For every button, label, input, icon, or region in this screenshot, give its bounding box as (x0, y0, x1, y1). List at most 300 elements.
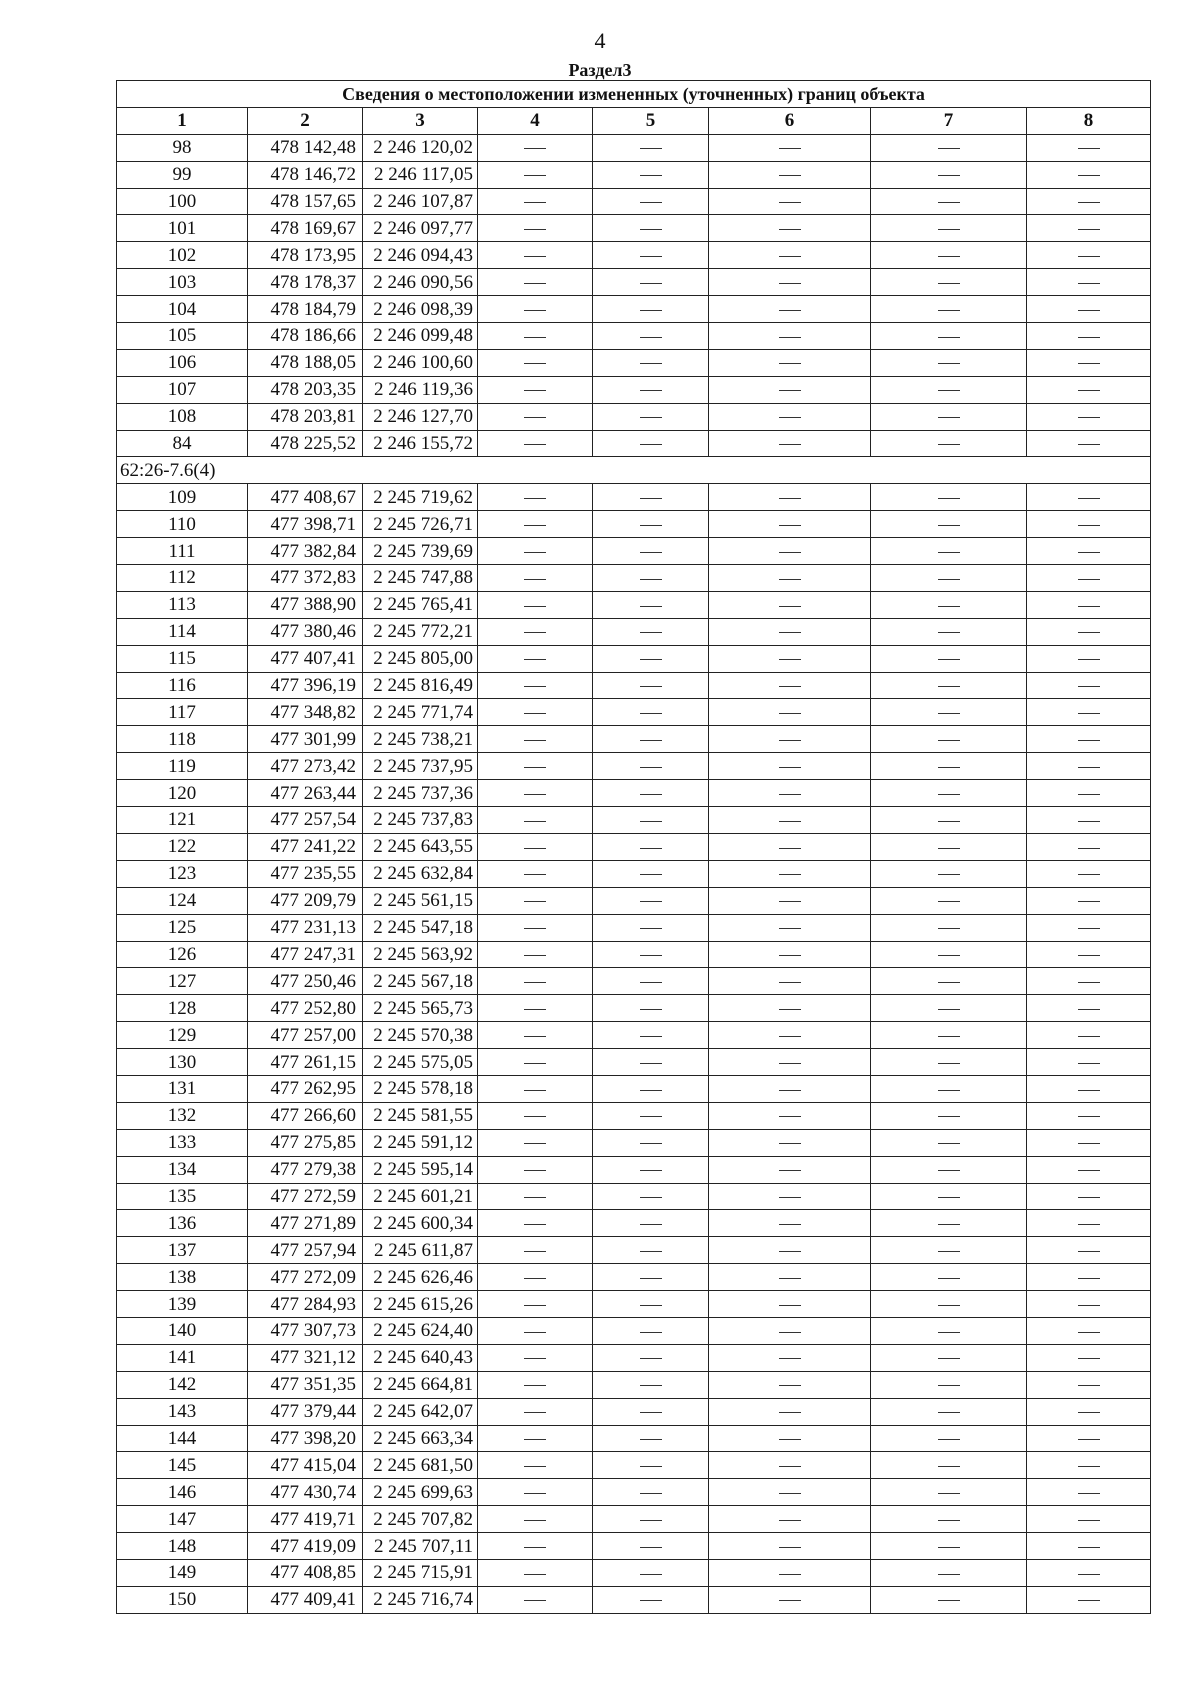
dash-mark (524, 175, 546, 176)
dash-mark (524, 1385, 546, 1386)
y-coordinate-cell: 2 245 565,73 (363, 995, 478, 1022)
table-row (117, 726, 1151, 753)
dash-mark (1078, 1493, 1100, 1494)
table-caption: Сведения о местоположении измененных (уточненных) границ объекта (117, 81, 1151, 108)
empty-value-cell (593, 188, 709, 215)
empty-value-cell (1027, 645, 1151, 672)
empty-value-cell (1027, 349, 1151, 376)
empty-value-cell (478, 134, 593, 161)
empty-value-cell (1027, 860, 1151, 887)
y-coordinate-cell: 2 245 707,11 (363, 1533, 478, 1560)
dash-mark (640, 552, 662, 553)
dash-mark (938, 1332, 960, 1333)
empty-value-cell (871, 1049, 1027, 1076)
table-row (117, 511, 1151, 538)
y-coordinate-cell: 2 246 094,43 (363, 242, 478, 269)
dash-mark (779, 794, 801, 795)
x-coordinate-cell: 477 279,38 (248, 1156, 363, 1183)
empty-value-cell (593, 538, 709, 565)
dash-mark (938, 1278, 960, 1279)
point-number-cell: 117 (117, 699, 248, 726)
point-number-cell: 135 (117, 1183, 248, 1210)
dash-mark (640, 1251, 662, 1252)
empty-value-cell (871, 1210, 1027, 1237)
x-coordinate-cell: 477 257,54 (248, 807, 363, 834)
empty-value-cell (1027, 1129, 1151, 1156)
empty-value-cell (1027, 323, 1151, 350)
empty-value-cell (593, 1317, 709, 1344)
empty-value-cell (1027, 296, 1151, 323)
empty-value-cell (1027, 995, 1151, 1022)
dash-mark (524, 202, 546, 203)
point-number-cell: 143 (117, 1398, 248, 1425)
dash-mark (1078, 1358, 1100, 1359)
point-number-cell: 127 (117, 968, 248, 995)
dash-mark (938, 1385, 960, 1386)
x-coordinate-cell: 478 203,35 (248, 376, 363, 403)
empty-value-cell (709, 1210, 871, 1237)
empty-value-cell (709, 618, 871, 645)
empty-value-cell (709, 565, 871, 592)
dash-mark (1078, 552, 1100, 553)
x-coordinate-cell: 478 169,67 (248, 215, 363, 242)
empty-value-cell (1027, 1371, 1151, 1398)
empty-value-cell (709, 1371, 871, 1398)
x-coordinate-cell: 477 231,13 (248, 914, 363, 941)
empty-value-cell (478, 860, 593, 887)
empty-value-cell (478, 511, 593, 538)
empty-value-cell (1027, 699, 1151, 726)
y-coordinate-cell: 2 246 107,87 (363, 188, 478, 215)
table-row (117, 753, 1151, 780)
x-coordinate-cell: 478 188,05 (248, 349, 363, 376)
y-coordinate-cell: 2 246 100,60 (363, 349, 478, 376)
table-row (117, 1049, 1151, 1076)
point-number-cell: 121 (117, 807, 248, 834)
table-row (117, 860, 1151, 887)
empty-value-cell (871, 1156, 1027, 1183)
dash-mark (938, 1493, 960, 1494)
dash-mark (938, 444, 960, 445)
empty-value-cell (709, 1317, 871, 1344)
empty-value-cell (593, 699, 709, 726)
empty-value-cell (593, 269, 709, 296)
x-coordinate-cell: 477 301,99 (248, 726, 363, 753)
point-number-cell: 126 (117, 941, 248, 968)
dash-mark (938, 1574, 960, 1575)
point-number-cell: 131 (117, 1075, 248, 1102)
x-coordinate-cell: 477 419,71 (248, 1506, 363, 1533)
empty-value-cell (871, 1533, 1027, 1560)
table-row (117, 1022, 1151, 1049)
empty-value-cell (709, 349, 871, 376)
dash-mark (640, 713, 662, 714)
empty-value-cell (478, 296, 593, 323)
dash-mark (640, 982, 662, 983)
dash-mark (779, 498, 801, 499)
y-coordinate-cell: 2 246 120,02 (363, 134, 478, 161)
dash-mark (779, 821, 801, 822)
point-number-cell: 137 (117, 1237, 248, 1264)
empty-value-cell (709, 591, 871, 618)
empty-value-cell (593, 753, 709, 780)
empty-value-cell (709, 860, 871, 887)
empty-value-cell (709, 1479, 871, 1506)
table-caption-row (117, 81, 1151, 108)
empty-value-cell (593, 511, 709, 538)
dash-mark (524, 1063, 546, 1064)
empty-value-cell (871, 672, 1027, 699)
dash-mark (779, 901, 801, 902)
y-coordinate-cell: 2 246 098,39 (363, 296, 478, 323)
dash-mark (640, 955, 662, 956)
table-row (117, 215, 1151, 242)
empty-value-cell (1027, 565, 1151, 592)
empty-value-cell (478, 1425, 593, 1452)
y-coordinate-cell: 2 246 090,56 (363, 269, 478, 296)
dash-mark (779, 1305, 801, 1306)
dash-mark (779, 1251, 801, 1252)
empty-value-cell (709, 1398, 871, 1425)
table-row (117, 188, 1151, 215)
dash-mark (640, 632, 662, 633)
empty-value-cell (478, 941, 593, 968)
x-coordinate-cell: 478 157,65 (248, 188, 363, 215)
table-row (117, 1586, 1151, 1613)
point-number-cell: 136 (117, 1210, 248, 1237)
table-row (117, 1102, 1151, 1129)
dash-mark (524, 1412, 546, 1413)
table-row (117, 1237, 1151, 1264)
dash-mark (779, 417, 801, 418)
empty-value-cell (593, 161, 709, 188)
empty-value-cell (709, 161, 871, 188)
empty-value-cell (593, 1506, 709, 1533)
empty-value-cell (871, 807, 1027, 834)
dash-mark (1078, 659, 1100, 660)
empty-value-cell (871, 403, 1027, 430)
point-number-cell: 118 (117, 726, 248, 753)
empty-value-cell (478, 1344, 593, 1371)
dash-mark (640, 310, 662, 311)
dash-mark (779, 363, 801, 364)
empty-value-cell (871, 618, 1027, 645)
empty-value-cell (593, 1049, 709, 1076)
x-coordinate-cell: 477 398,20 (248, 1425, 363, 1452)
empty-value-cell (593, 1022, 709, 1049)
dash-mark (1078, 1466, 1100, 1467)
dash-mark (640, 1600, 662, 1601)
empty-value-cell (871, 1586, 1027, 1613)
x-coordinate-cell: 478 184,79 (248, 296, 363, 323)
empty-value-cell (478, 538, 593, 565)
empty-value-cell (871, 645, 1027, 672)
empty-value-cell (478, 726, 593, 753)
page-number: 4 (594, 28, 606, 53)
empty-value-cell (1027, 376, 1151, 403)
x-coordinate-cell: 477 380,46 (248, 618, 363, 645)
dash-mark (1078, 1332, 1100, 1333)
empty-value-cell (1027, 188, 1151, 215)
table-row (117, 430, 1151, 457)
dash-mark (524, 229, 546, 230)
dash-mark (524, 928, 546, 929)
dash-mark (640, 1224, 662, 1225)
dash-mark (524, 982, 546, 983)
y-coordinate-cell: 2 246 117,05 (363, 161, 478, 188)
y-coordinate-cell: 2 245 640,43 (363, 1344, 478, 1371)
x-coordinate-cell: 478 146,72 (248, 161, 363, 188)
empty-value-cell (1027, 484, 1151, 511)
dash-mark (640, 1170, 662, 1171)
dash-mark (1078, 632, 1100, 633)
dash-mark (640, 901, 662, 902)
dash-mark (524, 1009, 546, 1010)
dash-mark (938, 1520, 960, 1521)
empty-value-cell (709, 376, 871, 403)
empty-value-cell (871, 914, 1027, 941)
y-coordinate-cell: 2 245 578,18 (363, 1075, 478, 1102)
dash-mark (524, 390, 546, 391)
empty-value-cell (709, 645, 871, 672)
empty-value-cell (709, 1049, 871, 1076)
x-coordinate-cell: 477 235,55 (248, 860, 363, 887)
x-coordinate-cell: 477 407,41 (248, 645, 363, 672)
dash-mark (779, 148, 801, 149)
dash-mark (524, 417, 546, 418)
empty-value-cell (709, 968, 871, 995)
x-coordinate-cell: 477 266,60 (248, 1102, 363, 1129)
empty-value-cell (478, 1452, 593, 1479)
empty-value-cell (478, 376, 593, 403)
empty-value-cell (478, 780, 593, 807)
empty-value-cell (593, 1371, 709, 1398)
table-row (117, 1075, 1151, 1102)
empty-value-cell (1027, 511, 1151, 538)
dash-mark (524, 1547, 546, 1548)
y-coordinate-cell: 2 245 719,62 (363, 484, 478, 511)
dash-mark (1078, 767, 1100, 768)
dash-mark (524, 848, 546, 849)
empty-value-cell (709, 296, 871, 323)
dash-mark (938, 256, 960, 257)
empty-value-cell (478, 1156, 593, 1183)
dash-mark (1078, 901, 1100, 902)
empty-value-cell (709, 1452, 871, 1479)
table-row (117, 161, 1151, 188)
empty-value-cell (593, 134, 709, 161)
dash-mark (1078, 390, 1100, 391)
point-number-cell: 104 (117, 296, 248, 323)
dash-mark (779, 202, 801, 203)
y-coordinate-cell: 2 245 624,40 (363, 1317, 478, 1344)
table-row (117, 1425, 1151, 1452)
dash-mark (779, 1063, 801, 1064)
dash-mark (640, 498, 662, 499)
table-row (117, 242, 1151, 269)
empty-value-cell (1027, 780, 1151, 807)
dash-mark (779, 552, 801, 553)
empty-value-cell (593, 1075, 709, 1102)
empty-value-cell (871, 134, 1027, 161)
empty-value-cell (871, 1506, 1027, 1533)
empty-value-cell (593, 1237, 709, 1264)
dash-mark (1078, 821, 1100, 822)
point-number-cell: 138 (117, 1264, 248, 1291)
dash-mark (779, 1547, 801, 1548)
empty-value-cell (1027, 1317, 1151, 1344)
y-coordinate-cell: 2 245 737,95 (363, 753, 478, 780)
dash-mark (640, 821, 662, 822)
table-row (117, 780, 1151, 807)
empty-value-cell (593, 807, 709, 834)
dash-mark (640, 1547, 662, 1548)
empty-value-cell (593, 887, 709, 914)
dash-mark (524, 1358, 546, 1359)
dash-mark (640, 1574, 662, 1575)
empty-value-cell (871, 968, 1027, 995)
empty-value-cell (593, 1264, 709, 1291)
dash-mark (1078, 1063, 1100, 1064)
empty-value-cell (871, 323, 1027, 350)
dash-mark (640, 525, 662, 526)
point-number-cell: 113 (117, 591, 248, 618)
point-number-cell: 103 (117, 269, 248, 296)
empty-value-cell (1027, 403, 1151, 430)
dash-mark (640, 686, 662, 687)
empty-value-cell (1027, 1452, 1151, 1479)
dash-mark (524, 713, 546, 714)
point-number-cell: 101 (117, 215, 248, 242)
empty-value-cell (709, 215, 871, 242)
dash-mark (938, 1090, 960, 1091)
dash-mark (1078, 1439, 1100, 1440)
dash-mark (524, 794, 546, 795)
table-row (117, 538, 1151, 565)
dash-mark (524, 767, 546, 768)
dash-mark (1078, 175, 1100, 176)
dash-mark (938, 1547, 960, 1548)
dash-mark (640, 1009, 662, 1010)
dash-mark (779, 1009, 801, 1010)
point-number-cell: 105 (117, 323, 248, 350)
dash-mark (524, 256, 546, 257)
empty-value-cell (593, 780, 709, 807)
empty-value-cell (1027, 726, 1151, 753)
point-number-cell: 125 (117, 914, 248, 941)
dash-mark (524, 606, 546, 607)
dash-mark (524, 1520, 546, 1521)
dash-mark (938, 498, 960, 499)
dash-mark (938, 1466, 960, 1467)
empty-value-cell (478, 188, 593, 215)
empty-value-cell (478, 1210, 593, 1237)
empty-value-cell (871, 833, 1027, 860)
dash-mark (1078, 1170, 1100, 1171)
empty-value-cell (871, 1291, 1027, 1318)
point-number-cell: 110 (117, 511, 248, 538)
dash-mark (1078, 874, 1100, 875)
dash-mark (1078, 417, 1100, 418)
empty-value-cell (871, 780, 1027, 807)
table-row (117, 1533, 1151, 1560)
empty-value-cell (709, 1425, 871, 1452)
point-number-cell: 149 (117, 1559, 248, 1586)
dash-mark (1078, 1600, 1100, 1601)
dash-mark (524, 148, 546, 149)
empty-value-cell (709, 1237, 871, 1264)
empty-value-cell (1027, 1183, 1151, 1210)
empty-value-cell (478, 1049, 593, 1076)
point-number-cell: 111 (117, 538, 248, 565)
point-number-cell: 134 (117, 1156, 248, 1183)
point-number-cell: 109 (117, 484, 248, 511)
point-number-cell: 130 (117, 1049, 248, 1076)
column-header: 5 (593, 107, 709, 134)
dash-mark (640, 1305, 662, 1306)
y-coordinate-cell: 2 245 681,50 (363, 1452, 478, 1479)
empty-value-cell (593, 995, 709, 1022)
empty-value-cell (709, 511, 871, 538)
y-coordinate-cell: 2 246 155,72 (363, 430, 478, 457)
dash-mark (640, 1520, 662, 1521)
table-row (117, 887, 1151, 914)
x-coordinate-cell: 477 321,12 (248, 1344, 363, 1371)
dash-mark (1078, 498, 1100, 499)
empty-value-cell (709, 941, 871, 968)
dash-mark (524, 444, 546, 445)
dash-mark (779, 1090, 801, 1091)
table-row (117, 565, 1151, 592)
empty-value-cell (1027, 1559, 1151, 1586)
dash-mark (779, 579, 801, 580)
dash-mark (524, 1574, 546, 1575)
empty-value-cell (478, 1129, 593, 1156)
x-coordinate-cell: 478 203,81 (248, 403, 363, 430)
y-coordinate-cell: 2 245 581,55 (363, 1102, 478, 1129)
x-coordinate-cell: 477 408,67 (248, 484, 363, 511)
empty-value-cell (871, 1344, 1027, 1371)
empty-value-cell (871, 1129, 1027, 1156)
empty-value-cell (1027, 1398, 1151, 1425)
empty-value-cell (871, 215, 1027, 242)
x-coordinate-cell: 477 388,90 (248, 591, 363, 618)
empty-value-cell (593, 403, 709, 430)
x-coordinate-cell: 477 250,46 (248, 968, 363, 995)
empty-value-cell (871, 1237, 1027, 1264)
dash-mark (640, 606, 662, 607)
empty-value-cell (709, 726, 871, 753)
empty-value-cell (478, 1559, 593, 1586)
empty-value-cell (593, 941, 709, 968)
y-coordinate-cell: 2 245 726,71 (363, 511, 478, 538)
dash-mark (524, 552, 546, 553)
empty-value-cell (709, 1344, 871, 1371)
x-coordinate-cell: 477 261,15 (248, 1049, 363, 1076)
table-row (117, 672, 1151, 699)
dash-mark (524, 525, 546, 526)
empty-value-cell (1027, 1049, 1151, 1076)
empty-value-cell (871, 188, 1027, 215)
empty-value-cell (871, 887, 1027, 914)
empty-value-cell (1027, 269, 1151, 296)
x-coordinate-cell: 477 252,80 (248, 995, 363, 1022)
dash-mark (779, 955, 801, 956)
dash-mark (1078, 955, 1100, 956)
empty-value-cell (478, 672, 593, 699)
dash-mark (524, 1036, 546, 1037)
dash-mark (524, 1251, 546, 1252)
